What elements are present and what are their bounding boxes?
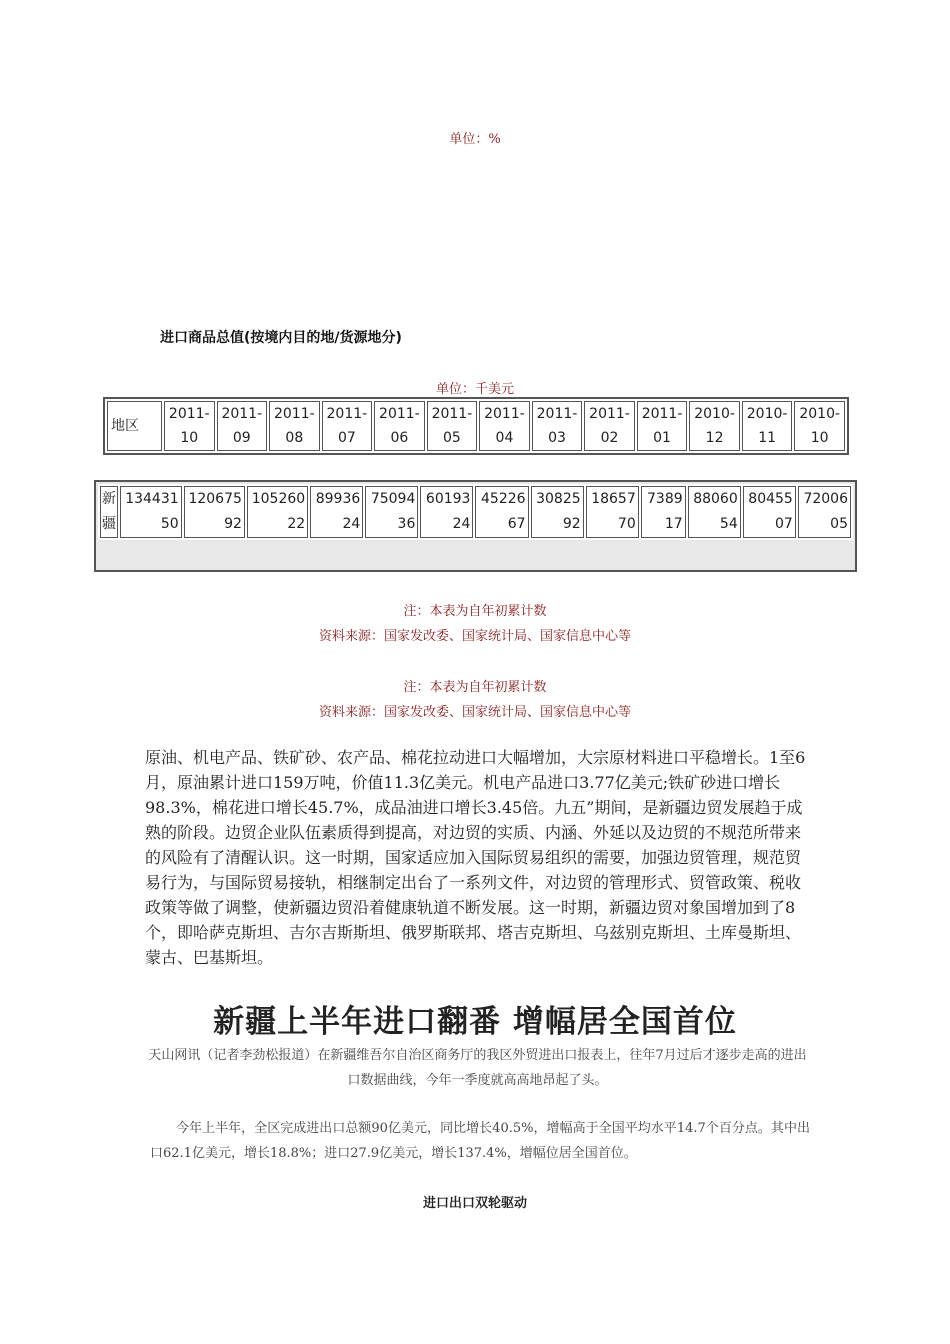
header-cell-month: 2011-10 xyxy=(164,401,215,451)
body-paragraph: 原油、机电产品、铁矿砂、农产品、棉花拉动进口大幅增加，大宗原材料进口平稳增长。1至6月，原油累计进口159万吨，价值11.3亿美元。机电产品进口3.77亿美元;铁矿砂进口增长98.3%，棉花进口增长45.7%，成品油进口增长3.45倍。九五”期间，是新疆边贸发展趋于成熟的阶段。边贸企业队伍素质得到提高，对边贸的实质、内涵、外延以及边贸的不规范所带来的风险有了清醒认识。这一时期，国家适应加入国际贸易组织的需要，加强边贸管理，规范贸易行为，与国际贸易接轨，相继制定出台了一系列文件，对边贸的管理形式、贸管政策、税收政策等做了调整，使新疆边贸沿着健康轨道不断发展。这一时期，新疆边贸对象国增加到了8个，即哈萨克斯坦、吉尔吉斯斯坦、俄罗斯联邦、塔吉克斯坦、乌兹别克斯坦、土库曼斯坦、蒙古、巴基斯坦。 xyxy=(145,748,806,967)
table-note: 注：本表为自年初累计数 xyxy=(403,680,547,695)
row-cell-region: 新疆 xyxy=(100,486,118,538)
header-cell-region: 地区 xyxy=(107,401,162,451)
unit-label-thousand-usd: 单位：千美元 xyxy=(435,382,514,397)
header-cell-month: 2011-05 xyxy=(427,401,478,451)
data-table xyxy=(98,484,853,540)
row-cell-value: 7200605 xyxy=(798,486,851,538)
header-cell-month: 2010-10 xyxy=(794,401,845,451)
section-title: 进口商品总值(按境内目的地/货源地分) xyxy=(160,330,402,346)
row-cell-value: 13443150 xyxy=(120,486,181,538)
unit-label-percent: 单位：% xyxy=(449,132,501,147)
header-cell-month: 2011-02 xyxy=(584,401,635,451)
article-headline: 新疆上半年进口翻番 增幅居全国首位 xyxy=(213,1004,737,1040)
header-cell-month: 2010-12 xyxy=(689,401,740,451)
table-note: 注：本表为自年初累计数 xyxy=(403,604,547,619)
header-cell-month: 2011-04 xyxy=(479,401,530,451)
row-cell-value: 6019324 xyxy=(420,486,473,538)
row-cell-value: 8993624 xyxy=(310,486,363,538)
row-cell-value: 738917 xyxy=(641,486,686,538)
row-cell-value: 7509436 xyxy=(365,486,418,538)
row-cell-value: 3082592 xyxy=(531,486,584,538)
header-row xyxy=(107,401,845,451)
header-table xyxy=(103,397,849,455)
article-lead: 天山网讯（记者李劲松报道）在新疆维吾尔自治区商务厅的我区外贸进出口报表上，往年7月过后才逐步走高的进出口数据曲线，今年一季度就高高地昂起了头。 xyxy=(148,1048,807,1088)
data-table-frame xyxy=(94,480,857,572)
row-cell-value: 1865770 xyxy=(586,486,639,538)
table-row xyxy=(100,486,851,538)
article-subheading: 进口出口双轮驱动 xyxy=(422,1196,527,1211)
header-cell-month: 2011-01 xyxy=(637,401,688,451)
row-cell-value: 8045507 xyxy=(743,486,796,538)
article-body: 今年上半年，全区完成进出口总额90亿美元，同比增长40.5%，增幅高于全国平均水平14.7个百分点。其中出口62.1亿美元，增长18.8%；进口27.9亿美元，增长137.4%，增幅位居全国首位。 xyxy=(150,1121,810,1161)
header-cell-month: 2011-06 xyxy=(374,401,425,451)
row-cell-value: 12067592 xyxy=(184,486,245,538)
row-cell-value: 8806054 xyxy=(688,486,741,538)
data-source: 资料来源：国家发改委、国家统计局、国家信息中心等 xyxy=(318,705,631,720)
header-cell-month: 2011-08 xyxy=(269,401,320,451)
data-source: 资料来源：国家发改委、国家统计局、国家信息中心等 xyxy=(318,629,631,644)
row-cell-value: 4522667 xyxy=(475,486,528,538)
header-cell-month: 2011-07 xyxy=(322,401,373,451)
header-cell-month: 2011-09 xyxy=(217,401,268,451)
header-cell-month: 2010-11 xyxy=(742,401,793,451)
row-cell-value: 10526022 xyxy=(247,486,308,538)
header-cell-month: 2011-03 xyxy=(532,401,583,451)
